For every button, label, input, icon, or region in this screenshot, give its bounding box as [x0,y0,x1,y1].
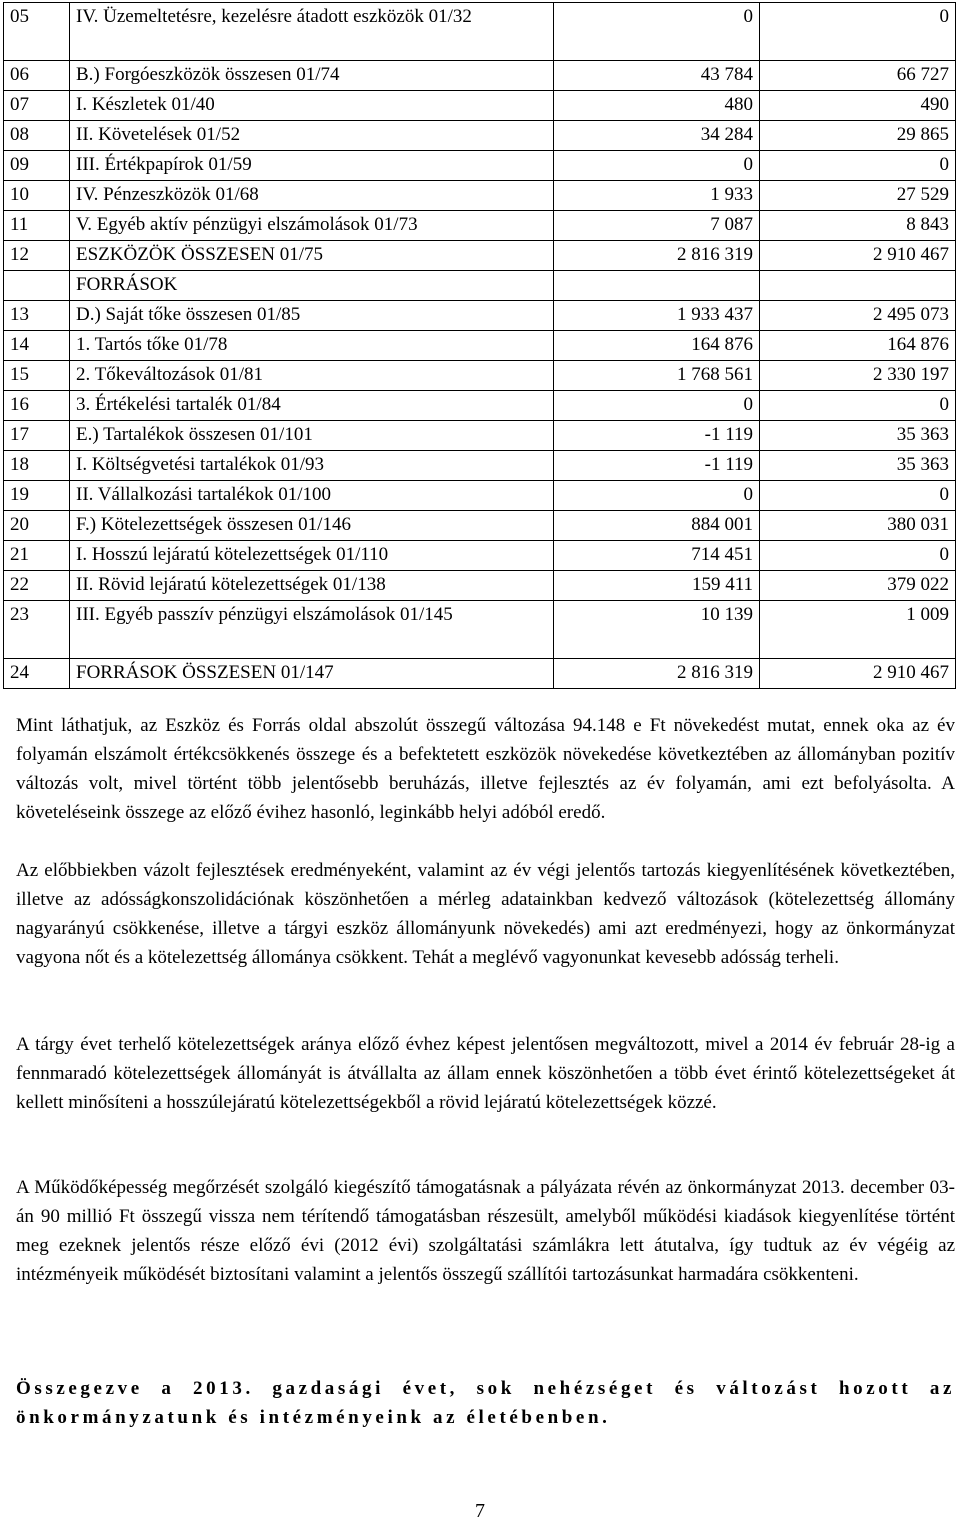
table-row [4,541,956,571]
row-label-cell: V. Egyéb aktív pénzügyi elszámolások 01/73 [70,211,554,241]
current-year-value-cell: 1 009 [760,601,956,659]
previous-year-value-cell: 480 [554,91,760,121]
current-year-value-cell: 27 529 [760,181,956,211]
current-year-value-cell: 66 727 [760,61,956,91]
previous-year-value-cell: 0 [554,391,760,421]
row-number-cell: 09 [4,151,70,181]
previous-year-value-cell: 2 816 319 [554,659,760,689]
row-label-cell: II. Rövid lejáratú kötelezettségek 01/138 [70,571,554,601]
previous-year-value-cell: 43 784 [554,61,760,91]
row-label-cell: F.) Kötelezettségek összesen 01/146 [70,511,554,541]
row-number-cell: 20 [4,511,70,541]
previous-year-value-cell: 0 [554,481,760,511]
table-row [4,301,956,331]
row-number-cell: 23 [4,601,70,659]
row-number-cell: 10 [4,181,70,211]
previous-year-value-cell: 7 087 [554,211,760,241]
previous-year-value-cell [554,271,760,301]
table-row [4,271,956,301]
table-row [4,151,956,181]
row-number-cell: 22 [4,571,70,601]
previous-year-value-cell: 34 284 [554,121,760,151]
previous-year-value-cell: 884 001 [554,511,760,541]
table-row [4,121,956,151]
table-row [4,181,956,211]
table-row [4,571,956,601]
table-row [4,361,956,391]
previous-year-value-cell: -1 119 [554,421,760,451]
row-label-cell: II. Követelések 01/52 [70,121,554,151]
table-row [4,481,956,511]
table-row [4,211,956,241]
paragraph-developments: Az előbbiekben vázolt fejlesztések eredményeként, valamint az év végi jelentős tartozás kiegyenlítésének következtében, illetve az adósságkonszolidációnak köszönhetően a mérleg adatainkban kedvező változások (kötelezettség állomány nagyarányú csökkenése, illetve a tárgyi eszköz állományunk növekedés) ami azt eredményezi, hogy az önkormányzat vagyona nőt és a kötelezettség állománya csökkent. Tehát a meglévő vagyonunkat kevesebb adósság terheli. [16,860,955,968]
row-number-cell: 24 [4,659,70,689]
table-row [4,451,956,481]
row-label-cell: FORRÁSOK ÖSSZESEN 01/147 [70,659,554,689]
current-year-value-cell: 35 363 [760,421,956,451]
previous-year-value-cell: 0 [554,151,760,181]
page-number: 7 [475,1500,485,1522]
row-number-cell [4,271,70,301]
current-year-value-cell: 379 022 [760,571,956,601]
row-number-cell: 06 [4,61,70,91]
row-number-cell: 16 [4,391,70,421]
previous-year-value-cell: 164 876 [554,331,760,361]
previous-year-value-cell: 1 933 437 [554,301,760,331]
row-number-cell: 07 [4,91,70,121]
row-number-cell: 08 [4,121,70,151]
previous-year-value-cell: 714 451 [554,541,760,571]
paragraph-balance-change: Mint láthatjuk, az Eszköz és Forrás oldal abszolút összegű változása 94.148 e Ft növekedést mutat, ennek oka az év folyamán elszámolt értékcsökkenés összege és a befektetett eszközök növekedése következtében az állományban pozitív változás volt, mivel történt több jelentősebb beruházás, illetve fejlesztés az év folyamán, ami ezt befolyásolta. A követeléseink összege az előző évihez hasonló, leginkább helyi adóból eredő. [16,715,955,823]
row-label-cell: IV. Pénzeszközök 01/68 [70,181,554,211]
balance-sheet-table [3,2,956,689]
current-year-value-cell: 2 495 073 [760,301,956,331]
previous-year-value-cell: 2 816 319 [554,241,760,271]
row-label-cell: I. Költségvetési tartalékok 01/93 [70,451,554,481]
row-number-cell: 05 [4,3,70,61]
row-label-cell: IV. Üzemeltetésre, kezelésre átadott eszközök 01/32 [70,3,554,61]
row-label-cell: ESZKÖZÖK ÖSSZESEN 01/75 [70,241,554,271]
paragraph-operating-support: A Működőképesség megőrzését szolgáló kiegészítő támogatásnak a pályázata révén az önkormányzat 2013. december 03-án 90 millió Ft összegű vissza nem térítendő támogatásban részesült, amelyből működési kiadások kiegyenlítése történt meg ezeknek jelentős része előző évi (2012 évi) szolgáltatási számlákra lett átutalva, így tudtuk az év végéig az intézményeik működését biztosítani valamint a jelentős összegű szállítói tartozásunkat harmadára csökkenteni. [16,1177,955,1285]
current-year-value-cell: 0 [760,541,956,571]
current-year-value-cell: 0 [760,151,956,181]
previous-year-value-cell: -1 119 [554,451,760,481]
row-number-cell: 12 [4,241,70,271]
row-number-cell: 18 [4,451,70,481]
row-label-cell: 1. Tartós tőke 01/78 [70,331,554,361]
current-year-value-cell: 164 876 [760,331,956,361]
table-row [4,61,956,91]
row-label-cell: I. Hosszú lejáratú kötelezettségek 01/110 [70,541,554,571]
table-row [4,421,956,451]
table-row [4,331,956,361]
previous-year-value-cell: 1 768 561 [554,361,760,391]
table-row [4,91,956,121]
table-row [4,391,956,421]
current-year-value-cell: 0 [760,3,956,61]
table-row [4,241,956,271]
previous-year-value-cell: 0 [554,3,760,61]
current-year-value-cell: 380 031 [760,511,956,541]
row-label-cell: B.) Forgóeszközök összesen 01/74 [70,61,554,91]
row-label-cell: I. Készletek 01/40 [70,91,554,121]
summary-statement: Összegezve a 2013. gazdasági évet, sok nehézséget és változást hozott az önkormányzatunk és intézményeink az életébenben. [16,1378,955,1428]
row-label-cell: D.) Saját tőke összesen 01/85 [70,301,554,331]
table-row [4,511,956,541]
row-label-cell: III. Értékpapírok 01/59 [70,151,554,181]
current-year-value-cell: 490 [760,91,956,121]
current-year-value-cell: 0 [760,481,956,511]
row-number-cell: 21 [4,541,70,571]
row-label-cell: III. Egyéb passzív pénzügyi elszámolások 01/145 [70,601,554,659]
previous-year-value-cell: 10 139 [554,601,760,659]
table-row [4,659,956,689]
row-label-cell: II. Vállalkozási tartalékok 01/100 [70,481,554,511]
row-number-cell: 15 [4,361,70,391]
table-row [4,601,956,659]
row-label-cell: FORRÁSOK [70,271,554,301]
row-label-cell: 2. Tőkeváltozások 01/81 [70,361,554,391]
row-label-cell: E.) Tartalékok összesen 01/101 [70,421,554,451]
current-year-value-cell: 2 910 467 [760,241,956,271]
current-year-value-cell: 35 363 [760,451,956,481]
row-number-cell: 11 [4,211,70,241]
current-year-value-cell: 2 910 467 [760,659,956,689]
row-number-cell: 14 [4,331,70,361]
row-number-cell: 17 [4,421,70,451]
current-year-value-cell: 0 [760,391,956,421]
current-year-value-cell: 2 330 197 [760,361,956,391]
paragraph-liabilities-ratio: A tárgy évet terhelő kötelezettségek aránya előző évhez képest jelentősen megváltozott, mivel a 2014 év február 28-ig a fennmaradó kötelezettségek állományát is átvállalta az állam ennek köszönhetően a több évet érintő kötelezettségeket át kellett minősíteni a hosszúlejáratú kötelezettségekből a rövid lejáratú kötelezettségek közzé. [16,1034,955,1113]
balance-sheet-body [4,3,956,689]
row-number-cell: 19 [4,481,70,511]
row-label-cell: 3. Értékelési tartalék 01/84 [70,391,554,421]
table-row [4,3,956,61]
previous-year-value-cell: 1 933 [554,181,760,211]
previous-year-value-cell: 159 411 [554,571,760,601]
current-year-value-cell [760,271,956,301]
row-number-cell: 13 [4,301,70,331]
current-year-value-cell: 29 865 [760,121,956,151]
current-year-value-cell: 8 843 [760,211,956,241]
